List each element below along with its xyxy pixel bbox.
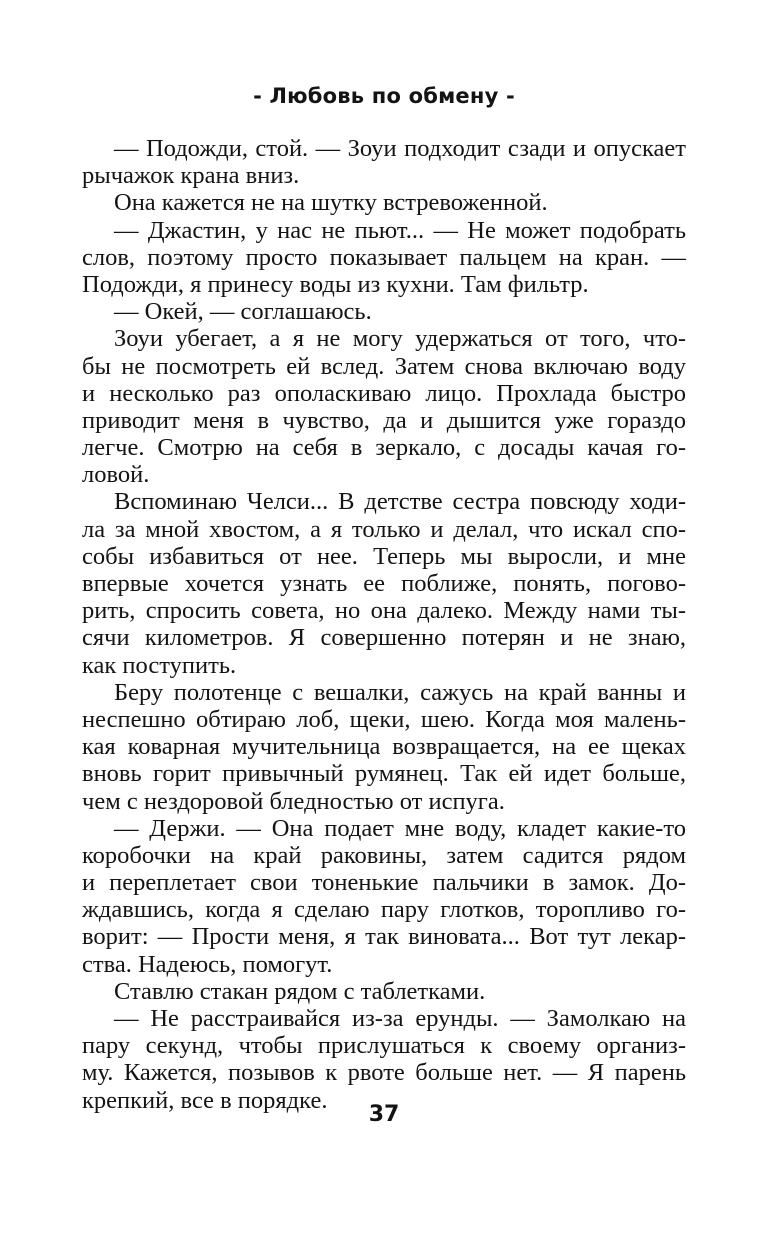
body-text	[82, 135, 686, 1114]
text-line: ловой.	[82, 461, 150, 489]
text-line: ла за мной хвостом, а я только и делал, что искал спо-	[82, 515, 686, 543]
text-line: ства. Надеюсь, помогут.	[82, 950, 333, 978]
text-line: вновь горит привычный румянец. Так ей идет больше,	[82, 760, 686, 788]
text-line: ждавшись, когда я сделаю пару глотков, торопливо го-	[82, 896, 686, 924]
text-line: и несколько раз ополаскиваю лицо. Прохлада быстро	[82, 379, 686, 407]
page-number: 37	[368, 1102, 400, 1127]
text-line: впервые хочется узнать ее поближе, понять, погово-	[82, 570, 686, 597]
text-line: Беру полотенце с вешалки, сажусь на край ванны и	[114, 678, 686, 706]
text-line: слов, поэтому просто показывает пальцем на кран. —	[82, 243, 686, 271]
text-line: сячи километров. Я совершенно потерян и не знаю,	[82, 624, 686, 652]
text-line: — Окей, — соглашаюсь.	[114, 298, 372, 326]
text-line: как поступить.	[82, 651, 237, 679]
text-line: рить, спросить совета, но она далеко. Между нами ты-	[82, 597, 686, 625]
text-line: му. Кажется, позывов к рвоте больше нет. — Я парень	[82, 1059, 686, 1087]
text-line: — Не расстраивайся из-за ерунды. — Замолкаю на	[114, 1005, 686, 1032]
text-line: пару секунд, чтобы прислушаться к своему организ-	[82, 1032, 686, 1060]
text-line: Вспоминаю Челси... В детстве сестра повсюду ходи-	[114, 488, 686, 516]
text-line: собы избавиться от нее. Теперь мы выросли, и мне	[82, 542, 686, 570]
text-line: коробочки на край раковины, затем садится рядом	[82, 841, 686, 869]
text-line: — Подожди, стой. — Зоуи подходит сзади и опускает	[114, 135, 686, 162]
text-line: Она кажется не на шутку встревоженной.	[114, 189, 548, 217]
text-line: приводит меня в чувство, да и дышится уже гораздо	[82, 406, 686, 434]
text-line: легче. Смотрю на себя в зеркало, с досады качая го-	[82, 434, 686, 462]
text-line: чем с нездоровой бледностью от испуга.	[82, 787, 505, 815]
running-title: - Любовь по обмену -	[253, 84, 515, 108]
text-line: крепкий, все в порядке.	[82, 1086, 328, 1114]
text-line: рычажок крана вниз.	[82, 162, 300, 190]
text-line: неспешно обтираю лоб, щеки, шею. Когда моя малень-	[82, 705, 686, 733]
text-line: Зоуи убегает, а я не могу удержаться от того, что-	[114, 325, 686, 353]
text-line: Подожди, я принесу воды из кухни. Там фильтр.	[82, 270, 589, 298]
text-line: ворит: — Прости меня, я так виновата... Вот тут лекар-	[82, 923, 686, 951]
text-line: — Джастин, у нас не пьют... — Не может подобрать	[114, 216, 686, 244]
text-line: кая коварная мучительница возвращается, на ее щеках	[82, 733, 686, 761]
text-line: Ставлю стакан рядом с таблетками.	[114, 977, 486, 1005]
text-line: и переплетает свои тоненькие пальчики в замок. До-	[82, 869, 686, 897]
text-line: — Держи. — Она подает мне воду, кладет какие-то	[114, 814, 686, 842]
text-line: бы не посмотреть ей вслед. Затем снова включаю воду	[82, 352, 686, 380]
